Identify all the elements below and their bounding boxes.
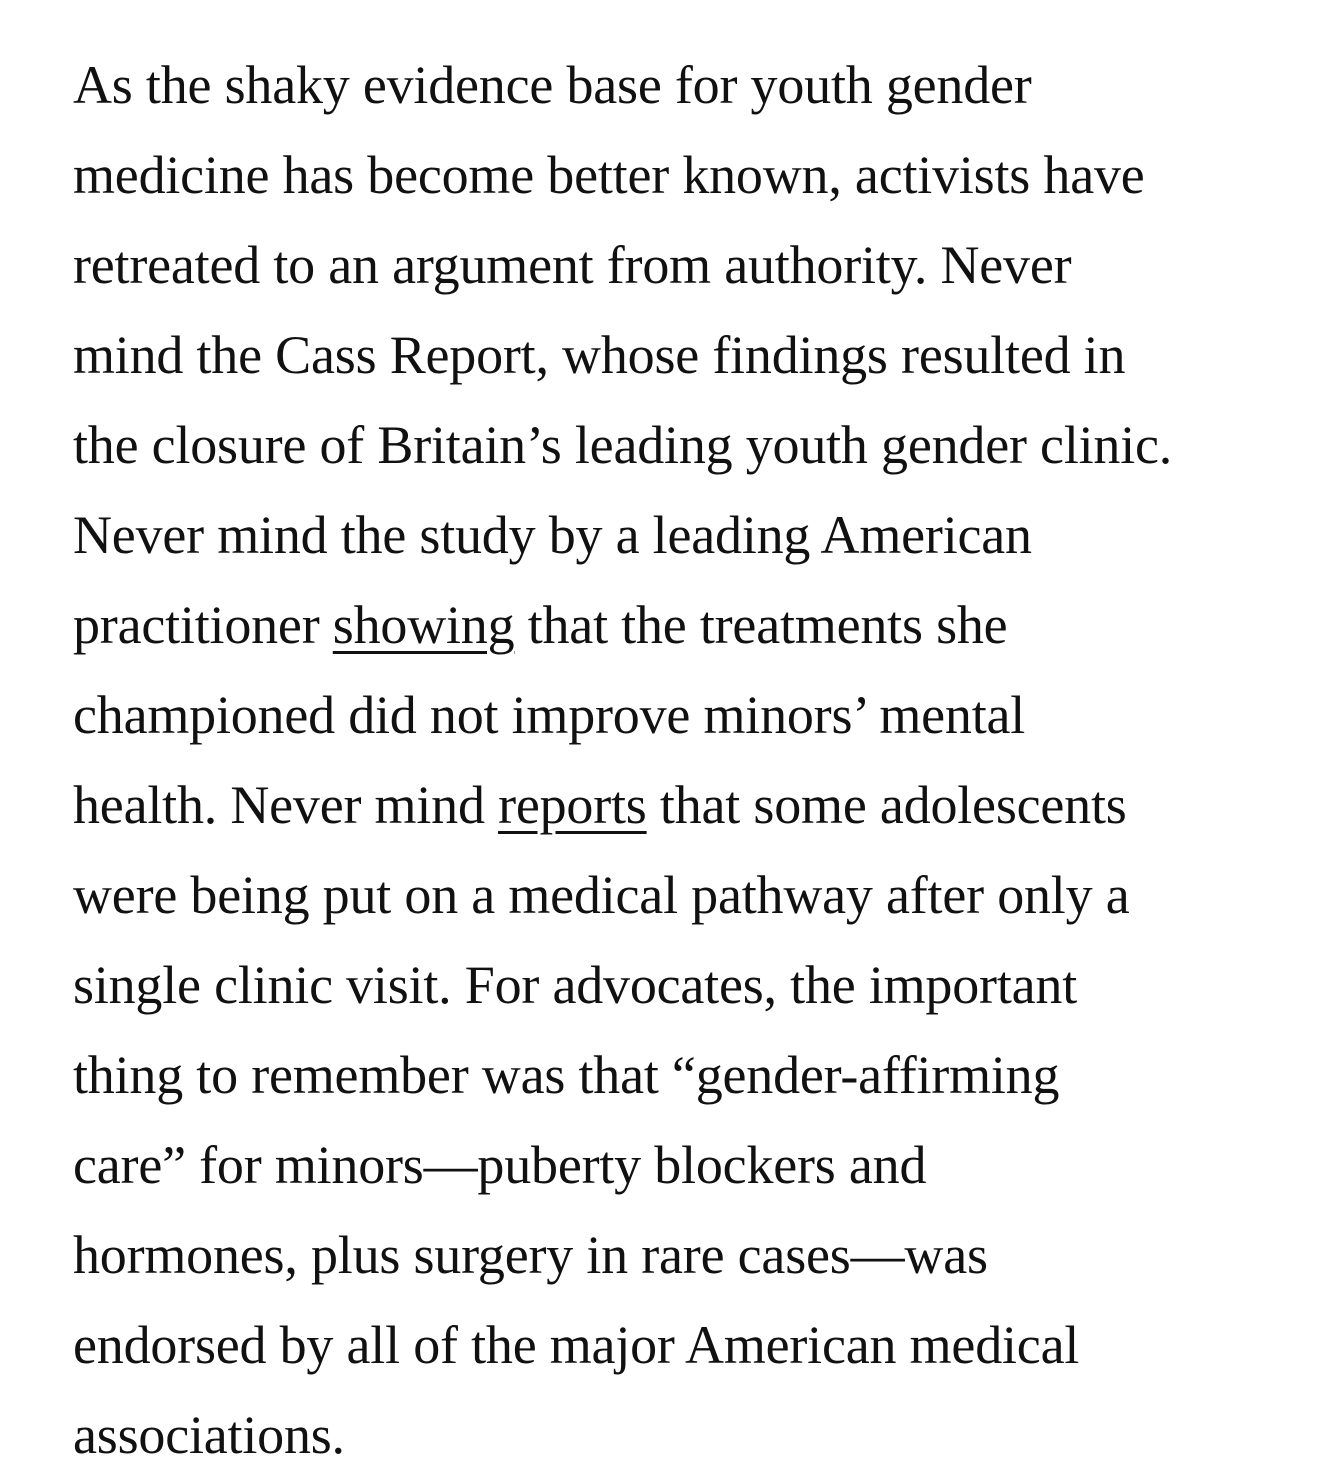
showing-link[interactable]: showing bbox=[332, 595, 515, 655]
paragraph-line: endorsed by all of the major American medical bbox=[73, 1315, 1080, 1375]
paragraph-line: championed did not improve minors’ mental bbox=[73, 685, 1026, 745]
paragraph-line: the closure of Britain’s leading youth gender clinic. bbox=[73, 415, 1173, 475]
text-segment: that the treatments she bbox=[514, 595, 1008, 655]
paragraph-line: single clinic visit. For advocates, the important bbox=[73, 955, 1077, 1015]
paragraph-line: As the shaky evidence base for youth gender bbox=[73, 55, 1032, 115]
paragraph-line: associations. bbox=[73, 1405, 345, 1465]
reports-link[interactable]: reports bbox=[498, 775, 647, 835]
paragraph-line: hormones, plus surgery in rare cases—was bbox=[73, 1225, 988, 1285]
paragraph-line: Never mind the study by a leading American bbox=[73, 505, 1032, 565]
paragraph-line: were being put on a medical pathway after only a bbox=[73, 865, 1130, 925]
text-segment: that some adolescents bbox=[646, 775, 1127, 835]
article-paragraph bbox=[73, 40, 1293, 1480]
paragraph-line: mind the Cass Report, whose findings resulted in bbox=[73, 325, 1126, 385]
paragraph-line: retreated to an argument from authority. Never bbox=[73, 235, 1072, 295]
paragraph-line: thing to remember was that “gender-affirming bbox=[73, 1045, 1060, 1105]
paragraph-line-with-link bbox=[73, 760, 1293, 850]
paragraph-line-with-link bbox=[73, 580, 1293, 670]
paragraph-line: care” for minors—puberty blockers and bbox=[73, 1135, 927, 1195]
paragraph-line: medicine has become better known, activists have bbox=[73, 145, 1145, 205]
text-segment: practitioner bbox=[73, 595, 333, 655]
text-segment: health. Never mind bbox=[73, 775, 499, 835]
